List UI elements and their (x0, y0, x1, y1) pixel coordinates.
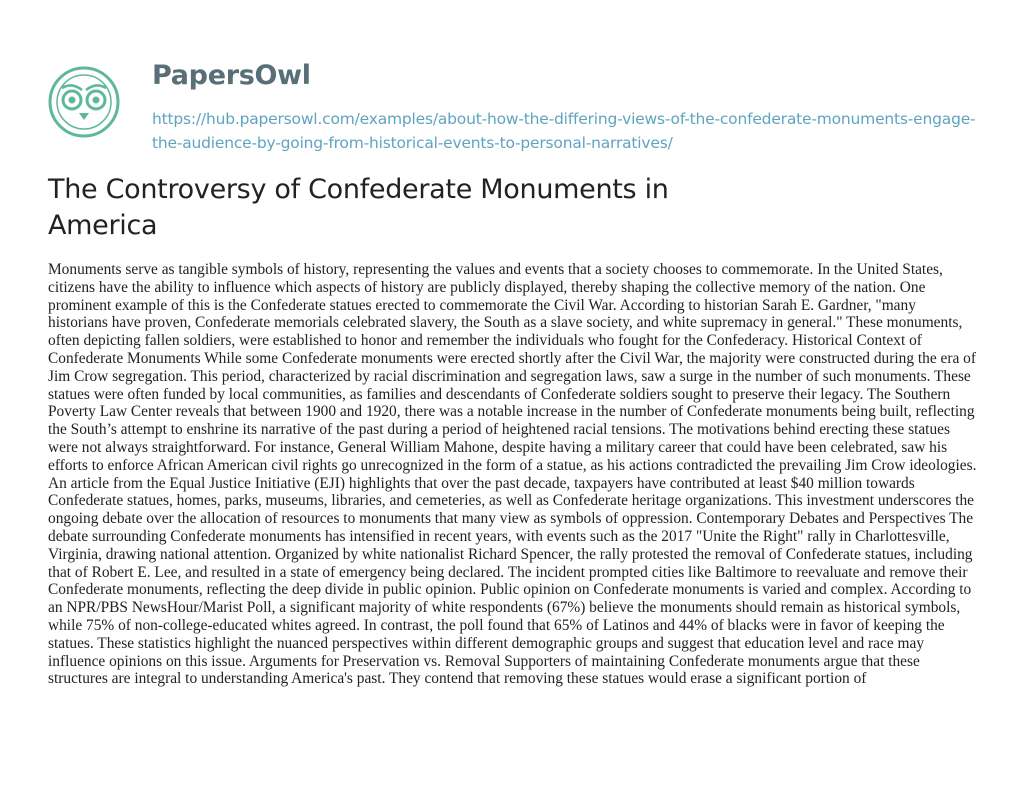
source-url-link[interactable]: https://hub.papersowl.com/examples/about-how-the-differing-views-of-the-confederate-monuments-engage-the-audience-by-going-from-historical-events-to-personal-narratives/ (152, 110, 976, 152)
article-body: Monuments serve as tangible symbols of history, representing the values and events that a society chooses to commemorate. In the United States, citizens have the ability to influence which aspects of history are publicly displayed, thereby shaping the collective memory of the nation. One prominent example of this is the Confederate statues erected to commemorate the Civil War. According to historian Sarah E. Gardner, "many historians have proven, Confederate memorials celebrated slavery, the South as a slave society, and white supremacy in general." These monuments, often depicting fallen soldiers, were established to honor and remember the individuals who fought for the Confederacy. Historical Context of Confederate Monuments While some Confederate monuments were erected shortly after the Civil War, the majority were constructed during the era of Jim Crow segregation. This period, characterized by racial discrimination and segregation laws, saw a surge in the number of such monuments. These statues were often funded by local communities, as families and descendants of Confederate soldiers sought to preserve their legacy. The Southern Poverty Law Center reveals that between 1900 and 1920, there was a notable increase in the number of Confederate monuments being built, reflecting the South’s attempt to enshrine its narrative of the past during a period of heightened racial tensions. The motivations behind erecting these statues were not always straightforward. For instance, General William Mahone, despite having a military career that could have been celebrated, saw his efforts to enforce African American civil rights go unrecognized in the form of a statue, as his actions contradicted the prevailing Jim Crow ideologies. An article from the Equal Justice Initiative (EJI) highlights that over the past decade, taxpayers have contributed at least $40 million towards Confederate statues, homes, parks, museums, libraries, and cemeteries, as well as Confederate heritage organizations. This investment underscores the ongoing debate over the allocation of resources to monuments that many view as symbols of oppression. Contemporary Debates and Perspectives The debate surrounding Confederate monuments has intensified in recent years, with events such as the 2017 "Unite the Right" rally in Charlottesville, Virginia, drawing national attention. Organized by white nationalist Richard Spencer, the rally protested the removal of Confederate statues, including that of Robert E. Lee, and resulted in a state of emergency being declared. The incident prompted cities like Baltimore to reevaluate and remove their Confederate monuments, reflecting the deep divide in public opinion. Public opinion on Confederate monuments is varied and complex. According to an NPR/PBS NewsHour/Marist Poll, a significant majority of white respondents (67%) believe the monuments should remain as historical symbols, while 75% of non-college-educated whites agreed. In contrast, the poll found that 65% of Latinos and 44% of blacks were in favor of keeping the statues. These statistics highlight the nuanced perspectives within different demographic groups and suggest that education level and race may influence opinions on this issue. Arguments for Preservation vs. Removal Supporters of maintaining Confederate monuments argue that these structures are integral to understanding America's past. They contend that removing these statues would erase a significant portion of (48, 261, 977, 688)
site-header (0, 0, 1024, 165)
brand-name[interactable]: PapersOwl (152, 60, 311, 91)
owl-face-icon[interactable] (48, 66, 120, 138)
page-title: The Controversy of Confederate Monuments in America (48, 174, 669, 241)
